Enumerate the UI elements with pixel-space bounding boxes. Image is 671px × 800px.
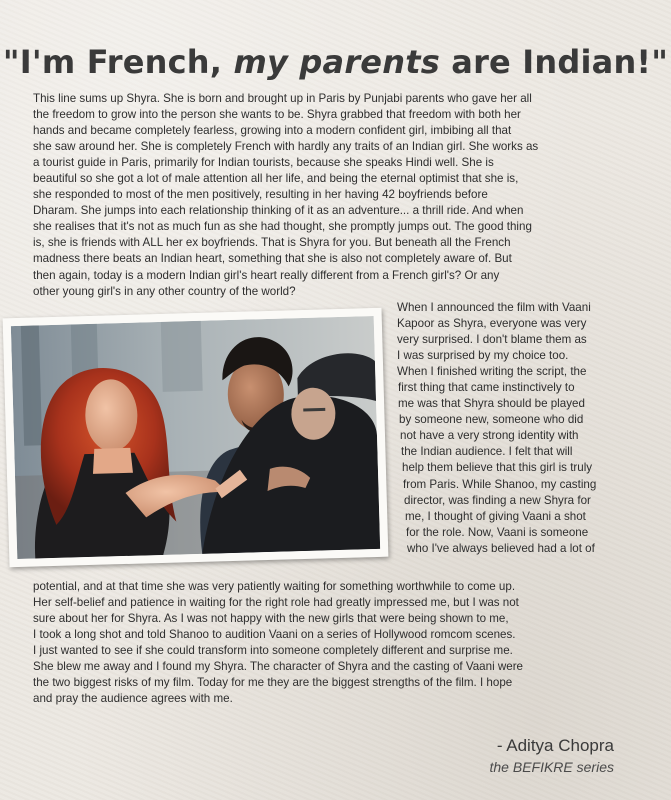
text-line: When I finished writing the script, the xyxy=(397,365,587,379)
title-emphasis: my parents xyxy=(233,43,440,82)
title-quote-start: "I'm French, xyxy=(2,43,234,82)
text-line: very surprised. I don't blame them as xyxy=(397,333,587,347)
text-line: I took a long shot and told Shanoo to audition Vaani on a series of Hollywood romcom scenes. xyxy=(33,628,516,642)
text-line: I just wanted to see if she could transform into someone completely different and surprise me. xyxy=(33,644,513,658)
text-line: director, was finding a new Shyra for xyxy=(404,493,591,507)
text-line: beautiful so she got a lot of male attention all her life, and being the eternal optimist that she is, xyxy=(33,172,519,186)
text-line: Dharam. She jumps into each relationship thinking of it as an adventure... a thrill ride. And when xyxy=(33,204,524,218)
text-line: hands and became completely fearless, growing into a modern confident girl, imbibing all that xyxy=(33,124,512,138)
intro-paragraph xyxy=(33,91,651,300)
text-line: then again, today is a modern Indian girl's heart really different from a French girl's? Or any xyxy=(33,268,500,282)
page-title xyxy=(0,43,671,81)
text-line: the two biggest risks of my film. Today for me they are the biggest strengths of the film. I hope xyxy=(33,676,513,690)
text-line: madness there beats an Indian heart, something that she is also not completely aware of. But xyxy=(33,252,512,266)
text-line: a tourist guide in Paris, primarily for Indian tourists, because she speaks Hindi well. She is xyxy=(33,156,494,170)
text-line: Kapoor as Shyra, everyone was very xyxy=(397,317,587,331)
text-line: by someone new, someone who did xyxy=(399,413,584,427)
text-line: who I've always believed had a lot of xyxy=(407,541,595,555)
text-line: the Indian audience. I felt that will xyxy=(401,445,573,459)
text-line: she responded to most of the men positively, resulting in her having 42 boyfriends before xyxy=(33,188,488,202)
text-line: When I announced the film with Vaani xyxy=(397,301,591,314)
text-line: not have a very strong identity with xyxy=(400,429,579,443)
text-line: the freedom to grow into the person she wants to be. Shyra grabbed that freedom with both her xyxy=(33,108,521,122)
author-signoff: - Aditya Chopra xyxy=(496,736,614,755)
text-line: potential, and at that time she was very patiently waiting for something worthwhile to come up. xyxy=(33,580,516,593)
text-line: she realises that it's not as much fun as she had thought, she promptly jumps out. The good thing xyxy=(33,220,532,234)
text-line: she saw around her. She is completely French with hardly any traits of an Indian girl. She works as xyxy=(33,140,539,154)
film-still-photo-frame xyxy=(3,308,389,567)
text-line: from Paris. While Shanoo, my casting xyxy=(403,477,597,491)
text-line: sure about her for Shyra. As I was not happy with the new girls that were being shown to me, xyxy=(33,612,509,626)
text-line: Her self-belief and patience in waiting for the right role had greatly impressed me, but I was not xyxy=(33,596,519,610)
text-line: me was that Shyra should be played xyxy=(398,397,585,411)
closing-paragraph xyxy=(33,579,651,707)
text-line: This line sums up Shyra. She is born and brought up in Paris by Punjabi parents who gave her all xyxy=(33,92,532,105)
text-line: I was surprised by my choice too. xyxy=(397,349,569,363)
text-line: help them believe that this girl is truly xyxy=(402,461,593,475)
text-line: for the role. Now, Vaani is someone xyxy=(406,525,589,539)
film-still-photo xyxy=(11,316,380,559)
text-line: She blew me away and I found my Shyra. The character of Shyra and the casting of Vaani were xyxy=(33,660,523,674)
text-line: me, I thought of giving Vaani a shot xyxy=(405,509,586,523)
casting-paragraph xyxy=(397,300,659,557)
text-line: first thing that came instinctively to xyxy=(398,381,575,395)
series-label: the BEFIKRE series xyxy=(489,759,614,775)
text-line: other young girl's in any other country of the world? xyxy=(33,284,296,298)
title-quote-end: are Indian!" xyxy=(439,43,669,82)
text-line: and pray the audience agrees with me. xyxy=(33,692,233,706)
text-line: is, she is friends with ALL her ex boyfriends. That is Shyra for you. But beneath all the French xyxy=(33,236,511,250)
